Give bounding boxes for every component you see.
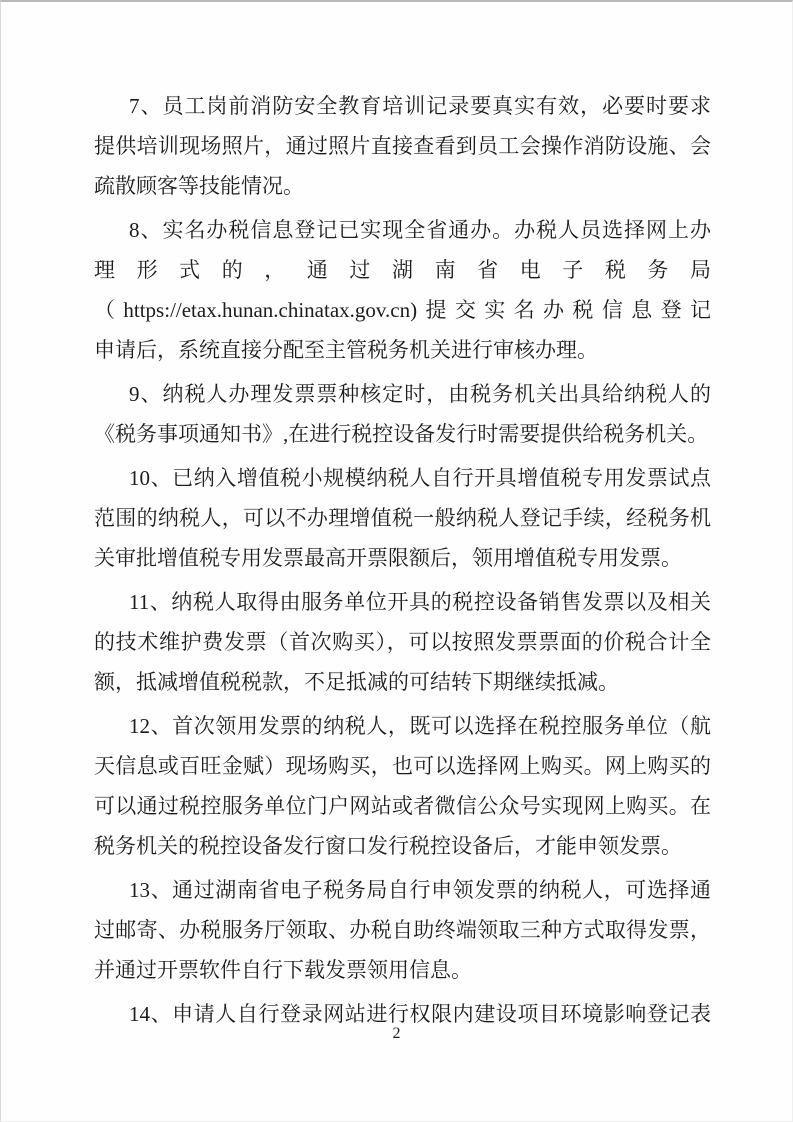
doc-line: 12、首次领用发票的纳税人，既可以选择在税控服务单位（航: [129, 714, 711, 738]
paragraph-item-8: [94, 210, 711, 370]
doc-line: 理形式的，通过湖南省电子税务局: [94, 258, 711, 282]
doc-line: 7、员工岗前消防安全教育培训记录要真实有效，必要时要求: [129, 94, 711, 118]
doc-line: 《税务事项通知书》,在进行税控设备发行时需要提供给税务机关。: [94, 422, 709, 446]
doc-line: 14、申请人自行登录网站进行权限内建设项目环境影响登记表: [129, 1002, 711, 1026]
doc-line: 天信息或百旺金赋）现场购买，也可以选择网上购买。网上购买的: [94, 754, 711, 778]
doc-line: 过邮寄、办税服务厅领取、办税自助终端领取三种方式取得发票，: [94, 918, 711, 942]
paragraph-item-12: [94, 706, 711, 866]
doc-line: 可以通过税控服务单位门户网站或者微信公众号实现网上购买。在: [94, 794, 711, 818]
paragraph-item-9: [94, 374, 711, 454]
paragraph-item-13: [94, 870, 711, 990]
doc-line: 并通过开票软件自行下载发票领用信息。: [94, 958, 472, 982]
doc-line: 提供培训现场照片，通过照片直接查看到员工会操作消防设施、会: [94, 134, 711, 158]
doc-line: 税务机关的税控设备发行窗口发行税控设备后，才能申领发票。: [94, 834, 682, 858]
paragraph-item-11: [94, 582, 711, 702]
paragraph-item-10: [94, 458, 711, 578]
doc-line: 范围的纳税人，可以不办理增值税一般纳税人登记手续，经税务机: [94, 506, 711, 530]
doc-line-url: （https://etax.hunan.chinatax.gov.cn)提交实名办税信息登记: [94, 298, 711, 322]
doc-line: 申请后，系统直接分配至主管税务机关进行审核办理。: [94, 338, 598, 362]
doc-line: 额，抵减增值税税款，不足抵减的可结转下期继续抵减。: [94, 670, 619, 694]
doc-line: 疏散顾客等技能情况。: [94, 174, 304, 198]
doc-line: 11、纳税人取得由服务单位开具的税控设备销售发票以及相关: [129, 590, 711, 614]
doc-line: 关审批增值税专用发票最高开票限额后，领用增值税专用发票。: [94, 546, 682, 570]
doc-line: 8、实名办税信息登记已实现全省通办。办税人员选择网上办: [129, 218, 711, 242]
doc-line: 10、已纳入增值税小规模纳税人自行开具增值税专用发票试点: [129, 466, 711, 490]
doc-line: 13、通过湖南省电子税务局自行申领发票的纳税人，可选择通: [129, 878, 711, 902]
page-number: 2: [392, 1025, 401, 1042]
document-body: [94, 86, 711, 1034]
paragraph-item-7: [94, 86, 711, 206]
doc-line: 9、纳税人办理发票票种核定时，由税务机关出具给纳税人的: [129, 382, 711, 406]
doc-line: 的技术维护费发票（首次购买），可以按照发票票面的价税合计全: [94, 630, 711, 654]
